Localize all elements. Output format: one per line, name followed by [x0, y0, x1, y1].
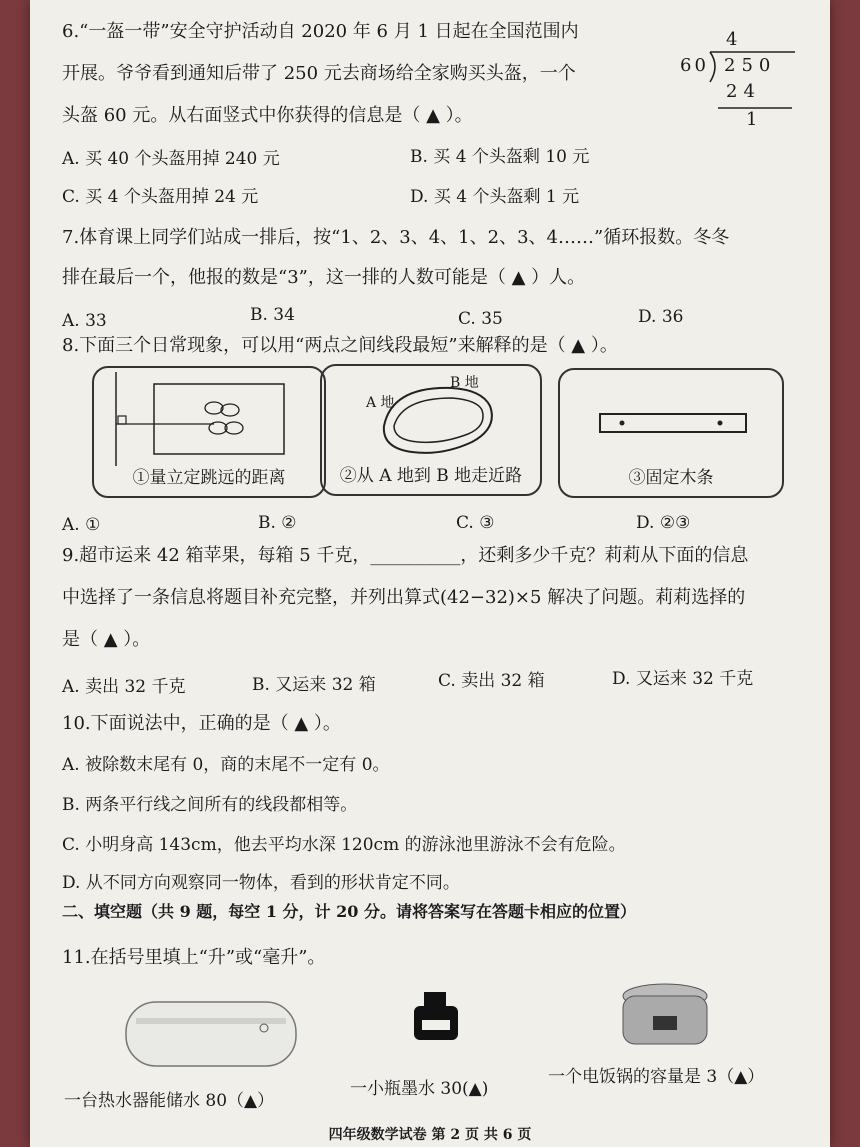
rice-cooker-image	[615, 980, 715, 1054]
q10-option-b[interactable]: B. 两条平行线之间所有的线段都相等。	[62, 795, 358, 815]
q7-option-d[interactable]: D. 36	[638, 307, 684, 327]
q9-text-line-3: 是（ ▲ ）。	[62, 629, 151, 650]
long-division	[680, 30, 800, 140]
q7-option-a[interactable]: A. 33	[62, 311, 107, 331]
q11-item-water-heater: 一台热水器能储水 80（▲）	[64, 1091, 275, 1111]
q9-option-a[interactable]: A. 卖出 32 千克	[62, 677, 186, 697]
q6-option-d[interactable]: D. 买 4 个头盔剩 1 元	[410, 187, 580, 207]
figure-shortcut-caption: ②从 A 地到 B 地走近路	[339, 466, 523, 486]
division-quotient: 4	[726, 29, 738, 50]
q9-option-c[interactable]: C. 卖出 32 箱	[438, 671, 545, 691]
q9-text-line-1: 9.超市运来 42 箱苹果，每箱 5 千克，__________，还剩多少千克？莉莉从下面的信息	[62, 545, 749, 566]
q10-text-line-1: 10.下面说法中，正确的是（ ▲ ）。	[62, 713, 341, 734]
q8-text-line-1: 8.下面三个日常现象，可以用“两点之间线段最短”来解释的是（ ▲ ）。	[62, 335, 618, 356]
q8-option-c[interactable]: C. ③	[456, 513, 495, 533]
q11-text-line-1: 11.在括号里填上“升”或“毫升”。	[62, 947, 326, 968]
q7-option-c[interactable]: C. 35	[458, 309, 503, 329]
q9-text-line-2: 中选择了一条信息将题目补充完整，并列出算式(42−32)×5 解决了问题。莉莉选择的	[62, 587, 746, 608]
figure-fix-strip	[558, 368, 784, 498]
q7-text-line-2: 排在最后一个，他报的数是“3”，这一排的人数可能是（ ▲ ）人。	[62, 267, 586, 288]
label-a-place: A 地	[366, 395, 395, 411]
page-footer: 四年级数学试卷 第 2 页 共 6 页	[328, 1127, 532, 1143]
water-heater-image	[122, 998, 302, 1076]
division-bracket	[680, 30, 800, 140]
q10-option-d[interactable]: D. 从不同方向观察同一物体，看到的形状肯定不同。	[62, 873, 460, 893]
long-jump-drawing	[94, 368, 324, 468]
division-product: 24	[726, 81, 761, 102]
figure-shortcut	[320, 364, 542, 496]
division-dividend: 250	[724, 55, 777, 76]
q7-option-b[interactable]: B. 34	[250, 305, 295, 325]
figure-fix-strip-caption: ③固定木条	[628, 468, 714, 488]
q8-option-a[interactable]: A. ①	[62, 515, 101, 535]
exam-page	[30, 0, 830, 1147]
figure-long-jump	[92, 366, 326, 498]
ink-bottle-image	[410, 990, 462, 1046]
q6-text-line-3: 头盔 60 元。从右面竖式中你获得的信息是（ ▲ ）。	[62, 105, 473, 126]
q11-item-ink-bottle: 一小瓶墨水 30(▲)	[350, 1079, 489, 1099]
q8-option-b[interactable]: B. ②	[258, 513, 297, 533]
q6-option-b[interactable]: B. 买 4 个头盔剩 10 元	[410, 147, 590, 167]
q6-text-line-1: 6.“一盔一带”安全守护活动自 2020 年 6 月 1 日起在全国范围内	[62, 21, 579, 42]
q7-text-line-1: 7.体育课上同学们站成一排后，按“1、2、3、4、1、2、3、4……”循环报数。冬冬	[62, 227, 730, 248]
q9-option-b[interactable]: B. 又运来 32 箱	[252, 675, 376, 695]
q6-text-line-2: 开展。爷爷看到通知后带了 250 元去商场给全家购买头盔，一个	[62, 63, 576, 84]
q8-option-d[interactable]: D. ②③	[636, 513, 691, 533]
q6-option-a[interactable]: A. 买 40 个头盔用掉 240 元	[62, 149, 280, 169]
q10-option-c[interactable]: C. 小明身高 143cm，他去平均水深 120cm 的游泳池里游泳不会有危险。	[62, 835, 626, 855]
shortcut-drawing	[322, 366, 540, 466]
figure-long-jump-caption: ①量立定跳远的距离	[132, 468, 286, 488]
q11-item-rice-cooker: 一个电饭锅的容量是 3（▲）	[548, 1067, 765, 1087]
division-divisor: 60	[680, 55, 709, 76]
label-b-place: B 地	[450, 375, 479, 391]
section-2-heading: 二、填空题（共 9 题，每空 1 分，计 20 分。请将答案写在答题卡相应的位置）	[62, 902, 636, 921]
q6-option-c[interactable]: C. 买 4 个头盔用掉 24 元	[62, 187, 259, 207]
wood-strip-drawing	[560, 370, 782, 470]
division-remainder: 1	[746, 109, 758, 130]
q10-option-a[interactable]: A. 被除数末尾有 0，商的末尾不一定有 0。	[62, 755, 390, 775]
q9-option-d[interactable]: D. 又运来 32 千克	[612, 669, 754, 689]
